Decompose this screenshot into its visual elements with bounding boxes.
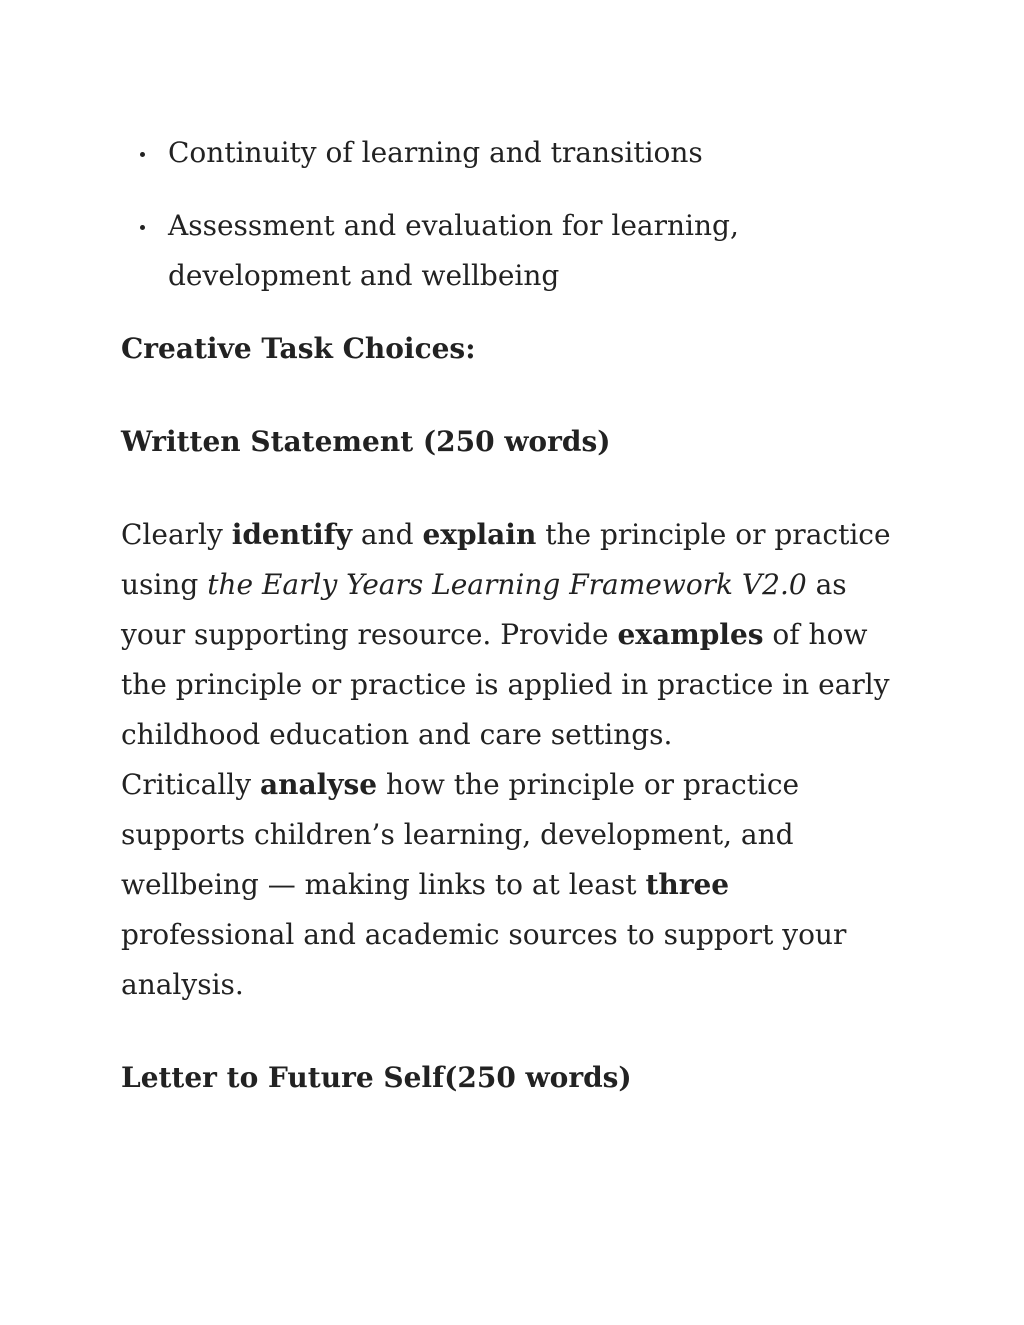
text-run: as your supporting resource. Provide: [121, 568, 847, 651]
creative-task-heading: Creative Task Choices:: [121, 332, 476, 365]
written-statement-heading: Written Statement (250 words): [121, 425, 611, 458]
focus-area-list: [121, 128, 911, 301]
document-page: [121, 128, 911, 1103]
text-run: of how the principle or practice is applied in practice in early childhood education and care settings.: [121, 618, 890, 751]
text-run: Critically: [121, 768, 260, 801]
emphasis-examples: examples: [617, 618, 764, 651]
text-run: and: [351, 518, 423, 551]
framework-title: the Early Years Learning Framework V2.0: [207, 568, 807, 601]
bullet-icon: [140, 152, 145, 157]
list-item: [121, 201, 911, 301]
text-run: professional and academic sources to support your analysis.: [121, 918, 847, 1001]
emphasis-analyse: analyse: [259, 768, 378, 801]
text-run: Clearly: [121, 518, 232, 551]
list-item-text: Continuity of learning and transitions: [168, 136, 703, 169]
text-run: how the principle or practice supports children’s learning, development, and wellbeing — making links to at least: [121, 768, 800, 901]
emphasis-identify: identify: [231, 518, 352, 551]
list-item-text: Assessment and evaluation for learning, development and wellbeing: [168, 209, 739, 292]
letter-heading: Letter to Future Self(250 words): [121, 1061, 632, 1094]
written-statement-body: [121, 510, 911, 1010]
list-item: [121, 128, 911, 178]
text-run: the principle or practice using: [121, 518, 891, 601]
bullet-icon: [140, 225, 145, 230]
emphasis-explain: explain: [422, 518, 537, 551]
emphasis-three: three: [645, 868, 730, 901]
